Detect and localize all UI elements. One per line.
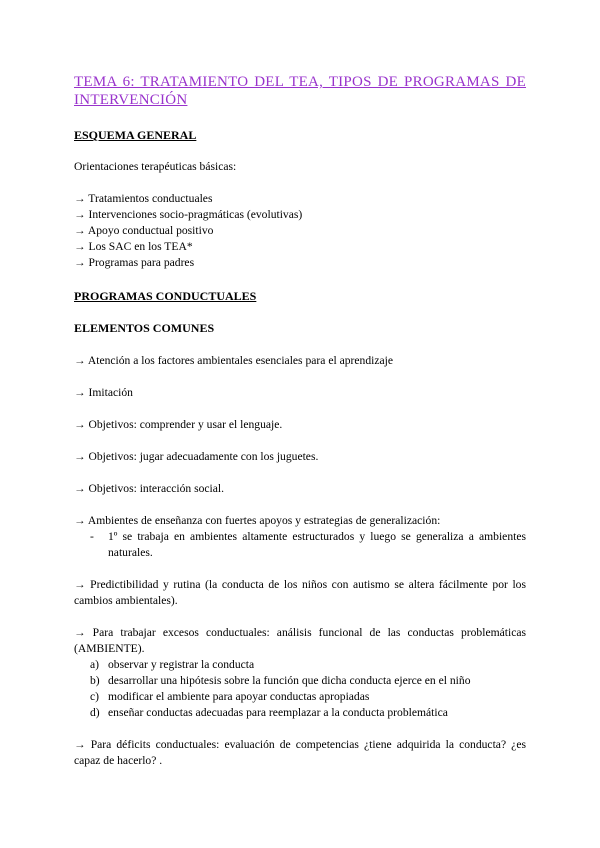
- list-item: → Los SAC en los TEA*: [74, 240, 193, 253]
- list-item: → Intervenciones socio-pragmáticas (evolutivas): [74, 208, 303, 221]
- predictibilidad-text: → Predictibilidad y rutina (la conducta de los niños con autismo se altera fácilmente por los cambios ambientales).: [74, 578, 526, 607]
- document-title: TEMA 6: TRATAMIENTO DEL TEA, TIPOS DE PROGRAMAS DE INTERVENCIÓN: [74, 74, 526, 108]
- list-item-text: 1º se trabaja en ambientes altamente estructurados y luego se generaliza a ambientes naturales.: [108, 530, 526, 559]
- deficits-text: → Para déficits conductuales: evaluación de competencias ¿tiene adquirida la conducta? ¿es capaz de hacerlo? .: [74, 738, 526, 767]
- excesos-text: → Para trabajar excesos conductuales: análisis funcional de las conductas problemáticas (AMBIENTE).: [74, 626, 526, 655]
- list-marker: c): [90, 690, 100, 703]
- list-item-text: enseñar conductas adecuadas para reemplazar a la conducta problemática: [108, 706, 448, 719]
- programas-heading: PROGRAMAS CONDUCTUALES: [74, 289, 257, 303]
- list-item: [74, 657, 526, 673]
- ambientes-sublist: [74, 529, 526, 561]
- imitacion-text: → Imitación: [74, 386, 133, 399]
- ambientes-text: → Ambientes de enseñanza con fuertes apoyos y estrategias de generalización:: [74, 514, 441, 527]
- list-item: [74, 529, 526, 561]
- objetivo-social-text: → Objetivos: interacción social.: [74, 482, 225, 495]
- document-content: [74, 73, 526, 769]
- list-marker: a): [90, 658, 100, 671]
- esquema-intro: Orientaciones terapéuticas básicas:: [74, 160, 237, 173]
- list-item: → Tratamientos conductuales: [74, 192, 213, 205]
- list-item-text: observar y registrar la conducta: [108, 658, 255, 671]
- esquema-heading: ESQUEMA GENERAL: [74, 128, 197, 142]
- list-item: [74, 673, 526, 689]
- objetivo-lenguaje-text: → Objetivos: comprender y usar el lenguaje.: [74, 418, 283, 431]
- atencion-text: → Atención a los factores ambientales esenciales para el aprendizaje: [74, 354, 394, 367]
- esquema-list: [74, 191, 526, 271]
- list-marker: d): [90, 706, 100, 719]
- excesos-list: [74, 657, 526, 721]
- list-item: → Programas para padres: [74, 256, 195, 269]
- list-item: [74, 705, 526, 721]
- objetivo-juguetes-text: → Objetivos: jugar adecuadamente con los juguetes.: [74, 450, 319, 463]
- list-marker: b): [90, 674, 100, 687]
- list-marker: -: [90, 530, 94, 543]
- list-item: [74, 689, 526, 705]
- list-item-text: desarrollar una hipótesis sobre la función que dicha conducta ejerce en el niño: [108, 674, 471, 687]
- list-item-text: modificar el ambiente para apoyar conductas apropiadas: [108, 690, 370, 703]
- elementos-heading: ELEMENTOS COMUNES: [74, 321, 215, 335]
- list-item: → Apoyo conductual positivo: [74, 224, 214, 237]
